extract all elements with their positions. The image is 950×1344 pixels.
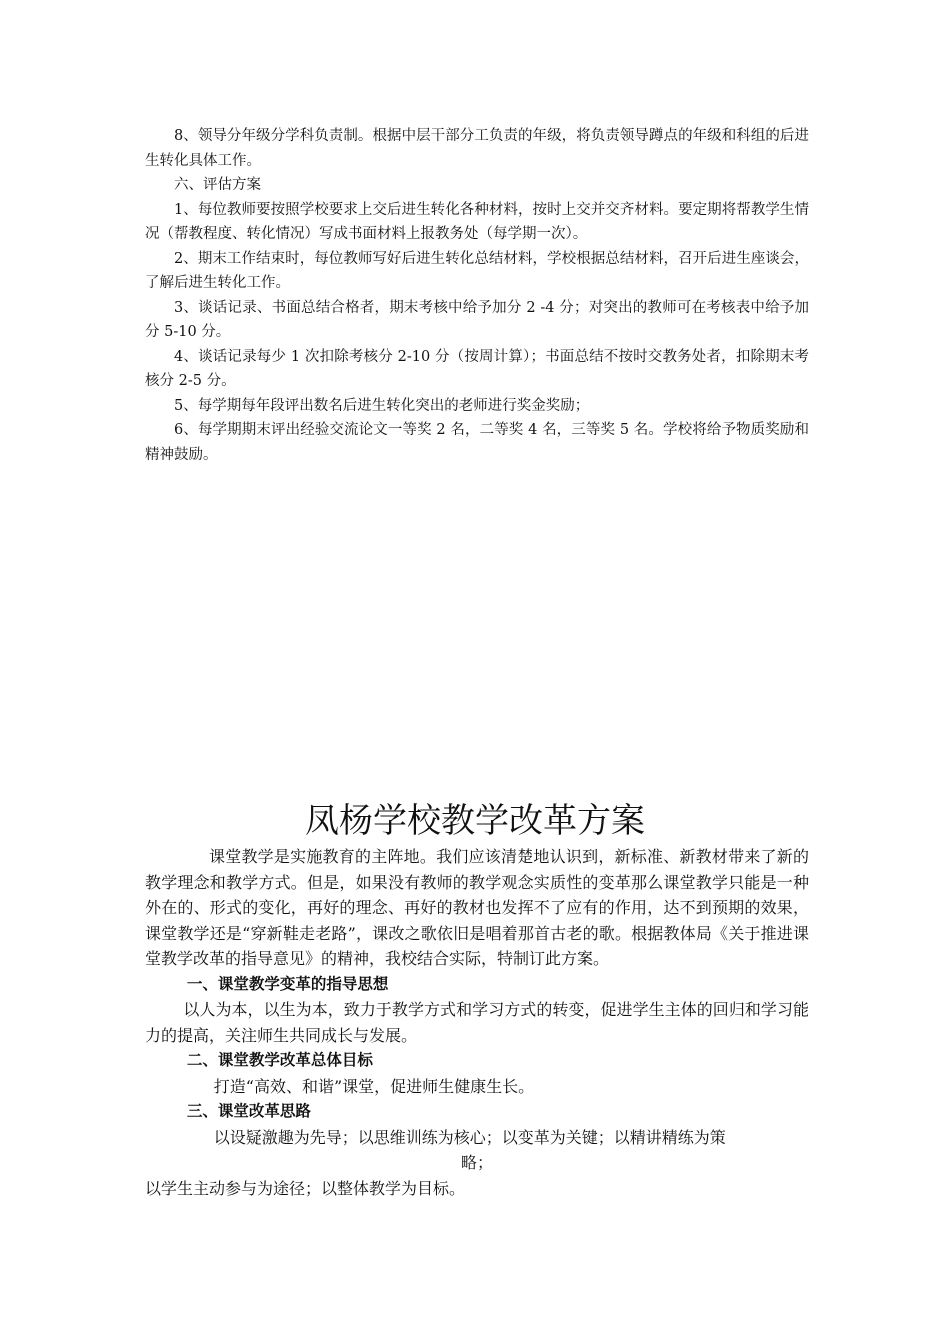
section-heading-evaluation: 六、评估方案 bbox=[174, 177, 261, 193]
evaluation-item-6: 6、每学期期末评出经验交流论文一等奖 2 名，二等奖 4 名，三等奖 5 名。学校将给予物质奖励和精神鼓励。 bbox=[145, 422, 809, 463]
evaluation-item-1: 1、每位教师要按照学校要求上交后进生转化各种材料，按时上交并交齐材料。要定期将帮教学生情况（帮教程度、转化情况）写成书面材料上报教务处（每学期一次）。 bbox=[145, 201, 809, 242]
heading-reform-approach: 三、课堂改革思路 bbox=[186, 1102, 311, 1120]
guiding-ideology-text: 以人为本，以生为本，致力于教学方式和学习方式的转变，促进学生主体的回归和学习能力的提高，关注师生共同成长与发展。 bbox=[145, 1000, 809, 1045]
evaluation-item-3: 3、谈话记录、书面总结合格者，期末考核中给予加分 2 -4 分；对突出的教师可在考核表中给予加分 5-10 分。 bbox=[145, 299, 809, 340]
paragraph-item-8: 8、领导分年级分学科负责制。根据中层干部分工负责的年级，将负责领导蹲点的年级和科组的后进生转化具体工作。 bbox=[145, 128, 809, 169]
evaluation-item-4: 4、谈话记录每少 1 次扣除考核分 2-10 分（按周计算）；书面总结不按时交教务处者，扣除期末考核分 2-5 分。 bbox=[145, 348, 809, 389]
reform-plan-section bbox=[145, 844, 809, 1201]
reform-approach-line-1: 以设疑激趣为先导；以思维训练为核心；以变革为关键；以精讲精练为策 bbox=[213, 1127, 726, 1147]
document-title: 凤杨学校教学改革方案 bbox=[305, 801, 645, 841]
reform-approach-line-2: 略； bbox=[460, 1153, 493, 1172]
evaluation-item-2: 2、期末工作结束时，每位教师写好后进生转化总结材料，学校根据总结材料，召开后进生座谈会，了解后进生转化工作。 bbox=[145, 250, 809, 291]
overall-goal-text: 打造“高效、和谐”课堂，促进师生健康生长。 bbox=[213, 1076, 535, 1096]
heading-overall-goal: 二、课堂教学改革总体目标 bbox=[186, 1051, 373, 1069]
reform-approach-line-3: 以学生主动参与为途径；以整体教学为目标。 bbox=[145, 1178, 466, 1198]
heading-guiding-ideology: 一、课堂教学变革的指导思想 bbox=[186, 974, 389, 993]
evaluation-item-5: 5、每学期每年段评出数名后进生转化突出的老师进行奖金奖励； bbox=[174, 397, 590, 414]
intro-paragraph: 课堂教学是实施教育的主阵地。我们应该清楚地认识到，新标准、新教材带来了新的教学理念和教学方式。但是，如果没有教师的教学观念实质性的变革那么课堂教学只能是一种外在的、形式的变化，再好的理念、再好的教材也发挥不了应有的作用，达不到预期的效果，课堂教学还是“穿新鞋走老路”，课改之歌依旧是唱着那首古老的歌。根据教体局《关于推进课堂教学改革的指导意见》的精神，我校结合实际，特制订此方案。 bbox=[145, 847, 809, 968]
evaluation-section bbox=[145, 124, 809, 467]
